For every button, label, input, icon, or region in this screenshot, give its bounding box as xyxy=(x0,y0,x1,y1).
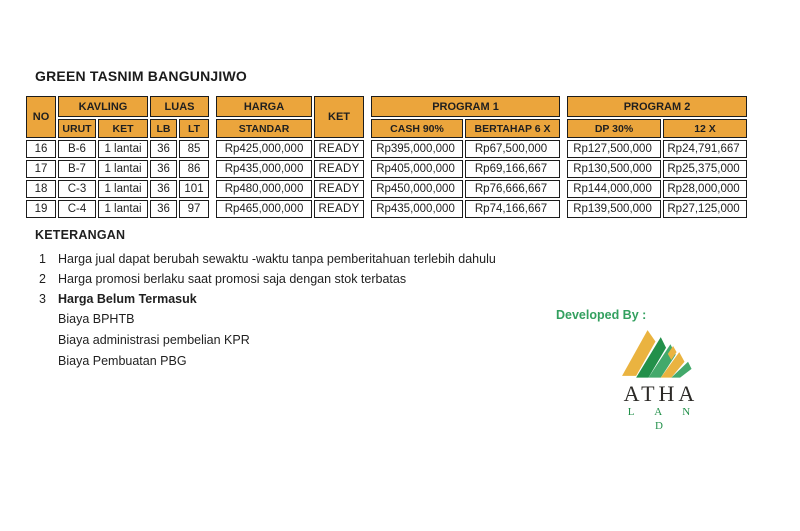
cell-dp30: Rp130,500,000 xyxy=(567,160,661,178)
cell-bertahap6x: Rp74,166,667 xyxy=(465,200,560,218)
cell-lb: 36 xyxy=(150,160,177,178)
col-header-ket: KET xyxy=(98,119,148,138)
column-divider xyxy=(211,140,214,158)
cell-bertahap6x: Rp69,166,667 xyxy=(465,160,560,178)
table-row xyxy=(26,140,747,158)
column-divider xyxy=(211,180,214,198)
column-divider xyxy=(562,96,565,138)
cell-ket: 1 lantai xyxy=(98,200,148,218)
cell-dp30: Rp127,500,000 xyxy=(567,140,661,158)
cell-12x: Rp25,375,000 xyxy=(663,160,747,178)
cell-dp30: Rp139,500,000 xyxy=(567,200,661,218)
col-header-no: NO xyxy=(26,96,56,138)
col-group-luas: LUAS xyxy=(150,96,209,117)
cell-urut: B-6 xyxy=(58,140,96,158)
column-divider xyxy=(562,140,565,158)
cell-lt: 85 xyxy=(179,140,209,158)
note-sub-item-2: Biaya administrasi pembelian KPR xyxy=(58,333,250,347)
table-row xyxy=(26,200,747,218)
cell-bertahap6x: Rp67,500,000 xyxy=(465,140,560,158)
mountain-logo-icon xyxy=(615,324,703,382)
note-item-3 xyxy=(35,289,615,309)
column-divider xyxy=(211,200,214,218)
col-header-lt: LT xyxy=(179,119,209,138)
cell-harga-standar: Rp480,000,000 xyxy=(216,180,312,198)
col-header-cash: CASH 90% xyxy=(371,119,463,138)
column-divider xyxy=(366,160,369,178)
note-item-2 xyxy=(35,269,615,289)
col-header-bertahap: BERTAHAP 6 X xyxy=(465,119,560,138)
cell-lb: 36 xyxy=(150,140,177,158)
cell-lt: 86 xyxy=(179,160,209,178)
cell-cash90: Rp395,000,000 xyxy=(371,140,463,158)
note-sub-item-1: Biaya BPHTB xyxy=(58,312,135,326)
table-row xyxy=(26,160,747,178)
cell-status: READY xyxy=(314,160,364,178)
cell-dp30: Rp144,000,000 xyxy=(567,180,661,198)
column-divider xyxy=(366,140,369,158)
cell-status: READY xyxy=(314,200,364,218)
cell-no: 17 xyxy=(26,160,56,178)
cell-lt: 97 xyxy=(179,200,209,218)
col-header-urut: URUT xyxy=(58,119,96,138)
cell-12x: Rp27,125,000 xyxy=(663,200,747,218)
col-group-kavling: KAVLING xyxy=(58,96,148,117)
notes-heading: KETERANGAN xyxy=(35,228,126,242)
cell-harga-standar: Rp465,000,000 xyxy=(216,200,312,218)
cell-urut: C-4 xyxy=(58,200,96,218)
notes-section xyxy=(35,228,615,372)
col-header-standar: STANDAR xyxy=(216,119,312,138)
cell-ket: 1 lantai xyxy=(98,180,148,198)
cell-12x: Rp24,791,667 xyxy=(663,140,747,158)
cell-no: 16 xyxy=(26,140,56,158)
page-title: GREEN TASNIM BANGUNJIWO xyxy=(35,68,248,84)
cell-lt: 101 xyxy=(179,180,209,198)
brand-name: ATHA xyxy=(623,381,699,406)
note-text: Harga Belum Termasuk xyxy=(58,292,197,306)
col-group-program2: PROGRAM 2 xyxy=(567,96,747,117)
cell-cash90: Rp435,000,000 xyxy=(371,200,463,218)
column-divider xyxy=(562,200,565,218)
developer-block xyxy=(556,308,726,433)
col-header-dp: DP 30% xyxy=(567,119,661,138)
cell-cash90: Rp450,000,000 xyxy=(371,180,463,198)
cell-ket: 1 lantai xyxy=(98,160,148,178)
cell-status: READY xyxy=(314,140,364,158)
cell-no: 18 xyxy=(26,180,56,198)
table-header-row-1 xyxy=(26,96,747,117)
cell-lb: 36 xyxy=(150,200,177,218)
price-table-body xyxy=(26,140,747,218)
cell-status: READY xyxy=(314,180,364,198)
cell-cash90: Rp405,000,000 xyxy=(371,160,463,178)
column-divider xyxy=(366,200,369,218)
col-header-harga: HARGA xyxy=(216,96,312,117)
cell-harga-standar: Rp425,000,000 xyxy=(216,140,312,158)
column-divider xyxy=(211,96,214,138)
note-number: 1 xyxy=(39,252,46,266)
column-divider xyxy=(211,160,214,178)
col-header-12x: 12 X xyxy=(663,119,747,138)
atha-land-logo xyxy=(606,324,712,433)
cell-12x: Rp28,000,000 xyxy=(663,180,747,198)
note-item-1 xyxy=(35,249,615,269)
column-divider xyxy=(562,180,565,198)
col-group-program1: PROGRAM 1 xyxy=(371,96,560,117)
price-table xyxy=(24,94,749,220)
cell-bertahap6x: Rp76,666,667 xyxy=(465,180,560,198)
table-row xyxy=(26,180,747,198)
brand-subtitle: L A N D xyxy=(627,406,700,432)
developed-by-label: Developed By : xyxy=(556,308,647,322)
cell-ket: 1 lantai xyxy=(98,140,148,158)
cell-urut: C-3 xyxy=(58,180,96,198)
cell-harga-standar: Rp435,000,000 xyxy=(216,160,312,178)
column-divider xyxy=(366,96,369,138)
column-divider xyxy=(562,160,565,178)
note-number: 3 xyxy=(39,292,46,306)
cell-lb: 36 xyxy=(150,180,177,198)
cell-urut: B-7 xyxy=(58,160,96,178)
note-number: 2 xyxy=(39,272,46,286)
col-header-lb: LB xyxy=(150,119,177,138)
note-text: Harga promosi berlaku saat promosi saja dengan stok terbatas xyxy=(58,272,407,286)
note-text: Harga jual dapat berubah sewaktu -waktu tanpa pemberitahuan terlebih dahulu xyxy=(58,252,496,266)
col-header-ket-status: KET xyxy=(314,96,364,138)
note-sub-item-3: Biaya Pembuatan PBG xyxy=(58,354,187,368)
cell-no: 19 xyxy=(26,200,56,218)
column-divider xyxy=(366,180,369,198)
table-header-row-2 xyxy=(26,119,747,138)
